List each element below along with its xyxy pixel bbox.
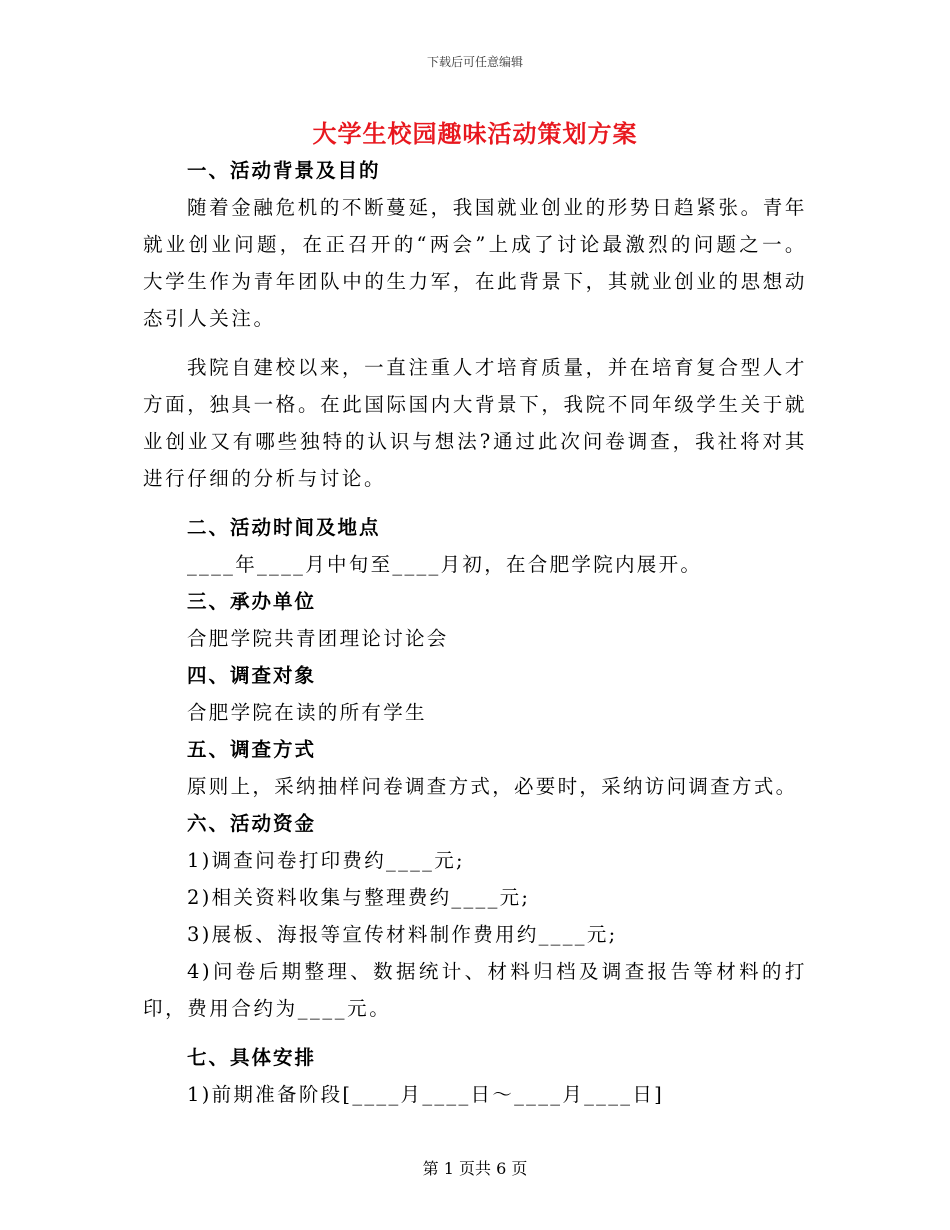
funds-item: 3)展板、海报等宣传材料制作费用约____元; (187, 923, 618, 946)
section-heading-background: 一、活动背景及目的 (187, 159, 381, 182)
document-body (143, 152, 807, 1113)
page-footer: 第 1 页共 6 页 (422, 1159, 528, 1178)
paragraph-background: 随着金融危机的不断蔓延，我国就业创业的形势日趋紧张。青年就业创业问题，在正召开的“两会”上成了讨论最激烈的问题之一。大学生作为青年团队中的生力军，在此背景下，其就业创业的思想动态引人关注。 (143, 196, 807, 330)
organizer-text: 合肥学院共青团理论讨论会 (187, 627, 449, 650)
section-heading-time-place: 二、活动时间及地点 (187, 516, 381, 539)
funds-item: 1)调查问卷打印费约____元; (187, 849, 465, 872)
subjects-text: 合肥学院在读的所有学生 (187, 701, 427, 724)
section-heading-organizer: 三、承办单位 (187, 590, 317, 613)
schedule-item: 1)前期准备阶段[____月____日～____月____日] (187, 1083, 665, 1106)
method-text: 原则上，采纳抽样问卷调查方式，必要时，采纳访问调查方式。 (187, 775, 798, 798)
section-heading-funds: 六、活动资金 (187, 812, 317, 835)
funds-item: 2)相关资料收集与整理费约____元; (187, 886, 531, 909)
section-heading-subjects: 四、调查对象 (187, 664, 317, 687)
time-place-text: ____年____月中旬至____月初，在合肥学院内展开。 (187, 553, 703, 576)
section-heading-schedule: 七、具体安排 (187, 1046, 317, 1069)
page-header: 下载后可任意编辑 (426, 55, 523, 69)
document-title: 大学生校园趣味活动策划方案 (312, 119, 638, 148)
funds-item: 4)问卷后期整理、数据统计、材料归档及调查报告等材料的打印，费用合约为____元。 (143, 960, 807, 1020)
section-heading-method: 五、调查方式 (187, 738, 317, 761)
paragraph-college: 我院自建校以来，一直注重人才培育质量，并在培育复合型人才方面，独具一格。在此国际国内大背景下，我院不同年级学生关于就业创业又有哪些独特的认识与想法?通过此次问卷调查，我社将对其进行仔细的分析与讨论。 (143, 356, 807, 490)
